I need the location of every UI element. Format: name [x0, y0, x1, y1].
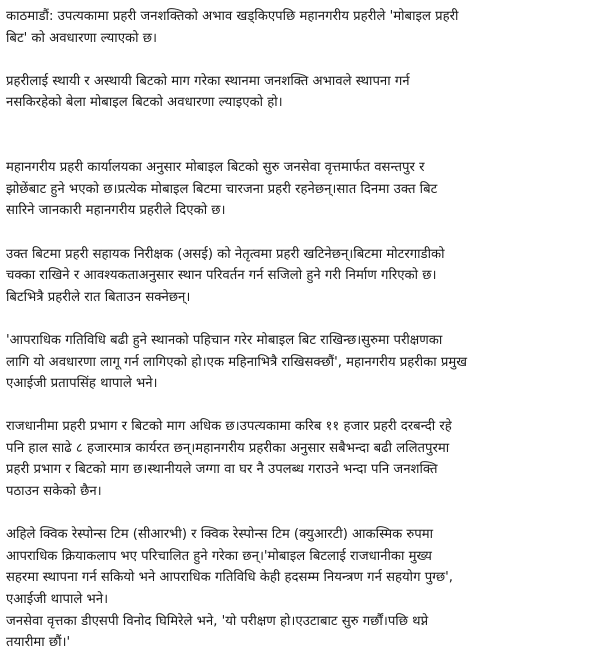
- paragraph-response-teams: अहिले क्विक रेस्पोन्स टिम (सीआरभी) र क्विक रेस्पोन्स टिम (क्युआरटी) आकस्मिक रुपमा आपराधिक क्रियाकलाप भए परिचालित हुने गरेका छन्।'मोबाइल बिटलाई राजधानीका मुख्य सहरमा स्थापना गर्न सकियो भने आपराधिक गतिविधि केही हदसम्म नियन्त्रण गर्न सहयोग पुग्छ', एआईजी थापाले भने।: [6, 527, 453, 608]
- paragraph-capital-demand: राजधानीमा प्रहरी प्रभाग र बिटको माग अधिक छ।उपत्यकामा करिब ११ हजार प्रहरी दरबन्दी रहे पनि हाल साढे ८ हजारमात्र कार्यरत छन्।महानगरीय प्रहरीका अनुसार सबैभन्दा बढी ललितपुरमा प्रहरी प्रभाग र बिटको माग छ।स्थानीयले जग्गा वा घर नै उपलब्ध गराउने भन्दा पनि जनशक्ति पठाउन सकेको छैन।: [6, 419, 452, 500]
- paragraph-spacer: [6, 49, 605, 71]
- paragraph-background: प्रहरीलाई स्थायी र अस्थायी बिटको माग गरेका स्थानमा जनशक्ति अभावले स्थापना गर्न नसकिरहेको बेला मोबाइल बिटको अवधारणा ल्याइएको हो।: [6, 73, 410, 111]
- paragraph-spacer: [6, 222, 605, 244]
- paragraph-dsp-quote: जनसेवा वृत्तका डीएसपी विनोद घिमिरेले भने, 'यो परीक्षण हो।एउटाबाट सुरु गर्छौं।पछि थप्ने तयारीमा छौं।': [6, 613, 429, 651]
- paragraph-spacer: [6, 308, 605, 330]
- paragraph-spacer: [6, 395, 605, 417]
- paragraph-intro: काठमाडौं: उपत्यकामा प्रहरी जनशक्तिको अभाव खड्किएपछि महानगरीय प्रहरीले 'मोबाइल प्रहरी बिट' को अवधारणा ल्याएको छ।: [6, 9, 459, 46]
- paragraph-office-statement: महानगरीय प्रहरी कार्यालयका अनुसार मोबाइल बिटको सुरु जनसेवा वृत्तमार्फत वसन्तपुर र झोछेंबाट हुने भएको छ।प्रत्येक मोबाइल बिटमा चारजना प्रहरी रहनेछन्।सात दिनमा उक्त बिट सारिने जानकारी महानगरीय प्रहरीले दिएको छ।: [6, 160, 438, 219]
- paragraph-spacer: [6, 114, 605, 157]
- paragraph-bit-details: उक्त बिटमा प्रहरी सहायक निरीक्षक (असई) को नेतृत्वमा प्रहरी खटिनेछन्।बिटमा मोटरगाडीको चक्का राखिने र आवश्यकताअनुसार स्थान परिवर्तन गर्न सजिलो हुने गरी निर्माण गरिएको छ। बिटभित्रै प्रहरीले रात बिताउन सक्नेछन्।: [6, 246, 445, 305]
- paragraph-aig-quote: 'आपराधिक गतिविधि बढी हुने स्थानको पहिचान गरेर मोबाइल बिट राखिन्छ।सुरुमा परीक्षणका लागि यो अवधारणा लागू गर्न लागिएको हो।एक महिनाभित्रै राखिसक्छौं', महानगरीय प्रहरीका प्रमुख एआईजी प्रतापसिंह थापाले भने।: [6, 332, 468, 392]
- paragraph-spacer: [6, 503, 605, 525]
